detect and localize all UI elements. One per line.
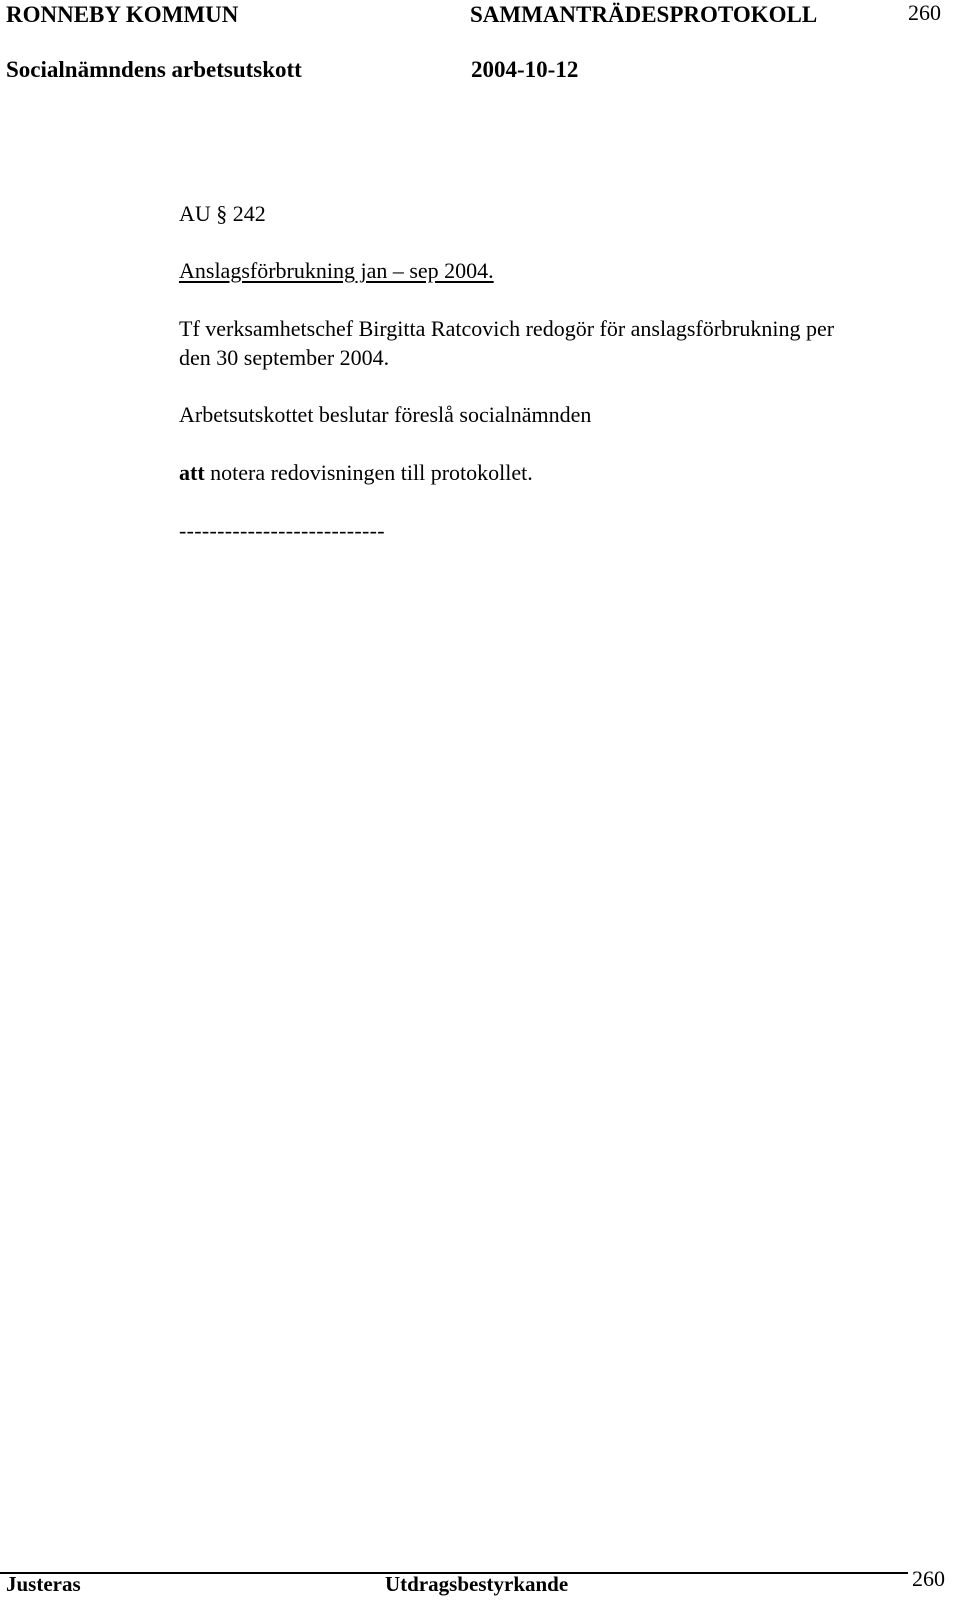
section-separator: --------------------------- — [179, 518, 385, 543]
page-number-bottom: 260 — [912, 1566, 945, 1591]
organization-name: RONNEBY KOMMUN — [6, 2, 239, 27]
section-number: AU § 242 — [179, 201, 266, 226]
att-text: notera redovisningen till protokollet. — [204, 460, 533, 485]
paragraph-report-line2: den 30 september 2004. — [179, 345, 390, 370]
decision-intro: Arbetsutskottet beslutar föreslå socialnämnden — [179, 402, 592, 427]
committee-name: Socialnämndens arbetsutskott — [6, 57, 302, 82]
paragraph-report-line1: Tf verksamhetschef Birgitta Ratcovich redogör för anslagsförbrukning per — [179, 316, 835, 341]
footer-justeras: Justeras — [6, 1572, 81, 1596]
document-type: SAMMANTRÄDESPROTOKOLL — [470, 2, 818, 27]
att-keyword: att — [179, 460, 205, 485]
page-number-top: 260 — [908, 0, 941, 25]
decision-att-clause — [179, 460, 533, 486]
meeting-date: 2004-10-12 — [471, 57, 579, 82]
section-title: Anslagsförbrukning jan – sep 2004. — [179, 258, 494, 283]
footer-utdragsbestyrkande: Utdragsbestyrkande — [385, 1572, 569, 1596]
